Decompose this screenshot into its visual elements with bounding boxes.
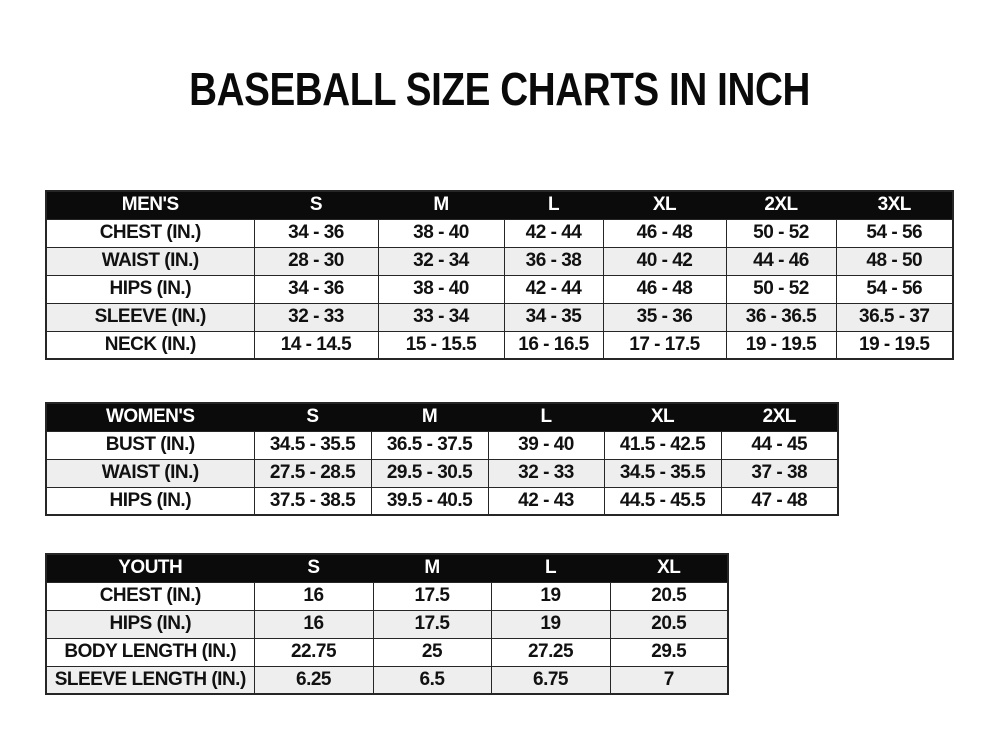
youth-size-header: M: [373, 554, 491, 582]
mens-size-header: 2XL: [726, 191, 836, 219]
mens-size-value: 48 - 50: [836, 247, 953, 275]
mens-size-value: 46 - 48: [603, 219, 726, 247]
womens-size-value: 34.5 - 35.5: [604, 459, 721, 487]
womens-size-header: 2XL: [721, 403, 838, 431]
youth-size-value: 6.25: [254, 666, 373, 694]
womens-row-label: HIPS (IN.): [46, 487, 254, 515]
youth-size-value: 20.5: [610, 610, 728, 638]
mens-size-header: M: [378, 191, 504, 219]
mens-table-row: [46, 219, 953, 247]
youth-table-row: [46, 666, 728, 694]
youth-table-row: [46, 610, 728, 638]
mens-size-header: XL: [603, 191, 726, 219]
mens-row-label: WAIST (IN.): [46, 247, 254, 275]
youth-row-label: BODY LENGTH (IN.): [46, 638, 254, 666]
womens-size-value: 32 - 33: [488, 459, 604, 487]
mens-size-value: 38 - 40: [378, 275, 504, 303]
youth-size-value: 7: [610, 666, 728, 694]
mens-size-value: 40 - 42: [603, 247, 726, 275]
womens-size-value: 34.5 - 35.5: [254, 431, 371, 459]
womens-size-value: 47 - 48: [721, 487, 838, 515]
youth-size-value: 29.5: [610, 638, 728, 666]
mens-size-value: 15 - 15.5: [378, 331, 504, 359]
mens-size-value: 42 - 44: [504, 219, 603, 247]
mens-size-header: S: [254, 191, 378, 219]
womens-size-header: S: [254, 403, 371, 431]
womens-size-header: M: [371, 403, 488, 431]
womens-size-value: 42 - 43: [488, 487, 604, 515]
youth-table-row: [46, 638, 728, 666]
mens-size-value: 44 - 46: [726, 247, 836, 275]
mens-size-value: 19 - 19.5: [836, 331, 953, 359]
mens-size-value: 32 - 33: [254, 303, 378, 331]
mens-size-value: 36.5 - 37: [836, 303, 953, 331]
mens-table-row: [46, 331, 953, 359]
mens-size-header: L: [504, 191, 603, 219]
mens-size-value: 34 - 35: [504, 303, 603, 331]
mens-size-header: 3XL: [836, 191, 953, 219]
womens-size-value: 29.5 - 30.5: [371, 459, 488, 487]
womens-size-value: 41.5 - 42.5: [604, 431, 721, 459]
youth-row-label: CHEST (IN.): [46, 582, 254, 610]
youth-size-value: 6.5: [373, 666, 491, 694]
mens-size-value: 46 - 48: [603, 275, 726, 303]
youth-size-header: S: [254, 554, 373, 582]
mens-size-value: 36 - 38: [504, 247, 603, 275]
youth-size-header: L: [491, 554, 610, 582]
mens-size-value: 19 - 19.5: [726, 331, 836, 359]
womens-size-value: 37 - 38: [721, 459, 838, 487]
womens-table-title: WOMEN'S: [46, 403, 254, 431]
youth-table-title: YOUTH: [46, 554, 254, 582]
youth-size-value: 17.5: [373, 582, 491, 610]
youth-size-value: 20.5: [610, 582, 728, 610]
womens-size-value: 44 - 45: [721, 431, 838, 459]
womens-size-value: 44.5 - 45.5: [604, 487, 721, 515]
youth-row-label: HIPS (IN.): [46, 610, 254, 638]
mens-size-table: [45, 190, 954, 360]
mens-row-label: HIPS (IN.): [46, 275, 254, 303]
mens-size-value: 32 - 34: [378, 247, 504, 275]
youth-header-row: [46, 554, 728, 582]
mens-table-row: [46, 275, 953, 303]
womens-row-label: BUST (IN.): [46, 431, 254, 459]
youth-table-row: [46, 582, 728, 610]
youth-size-value: 17.5: [373, 610, 491, 638]
youth-size-header: XL: [610, 554, 728, 582]
womens-header-row: [46, 403, 838, 431]
youth-size-value: 19: [491, 610, 610, 638]
youth-size-table: [45, 553, 729, 695]
mens-size-value: 14 - 14.5: [254, 331, 378, 359]
womens-size-value: 39.5 - 40.5: [371, 487, 488, 515]
youth-size-value: 27.25: [491, 638, 610, 666]
womens-size-header: L: [488, 403, 604, 431]
youth-size-value: 6.75: [491, 666, 610, 694]
mens-size-value: 54 - 56: [836, 275, 953, 303]
mens-size-value: 35 - 36: [603, 303, 726, 331]
mens-row-label: CHEST (IN.): [46, 219, 254, 247]
mens-size-value: 50 - 52: [726, 275, 836, 303]
womens-size-value: 37.5 - 38.5: [254, 487, 371, 515]
mens-table-title: MEN'S: [46, 191, 254, 219]
mens-size-value: 36 - 36.5: [726, 303, 836, 331]
mens-size-value: 38 - 40: [378, 219, 504, 247]
womens-row-label: WAIST (IN.): [46, 459, 254, 487]
page-title: [0, 62, 1000, 116]
mens-size-value: 17 - 17.5: [603, 331, 726, 359]
youth-size-value: 16: [254, 582, 373, 610]
mens-size-value: 50 - 52: [726, 219, 836, 247]
mens-size-value: 54 - 56: [836, 219, 953, 247]
youth-size-value: 16: [254, 610, 373, 638]
womens-table-row: [46, 431, 838, 459]
mens-size-value: 28 - 30: [254, 247, 378, 275]
youth-size-value: 22.75: [254, 638, 373, 666]
youth-row-label: SLEEVE LENGTH (IN.): [46, 666, 254, 694]
mens-size-value: 42 - 44: [504, 275, 603, 303]
mens-row-label: NECK (IN.): [46, 331, 254, 359]
mens-row-label: SLEEVE (IN.): [46, 303, 254, 331]
mens-size-value: 34 - 36: [254, 275, 378, 303]
womens-size-value: 39 - 40: [488, 431, 604, 459]
page-title-text: BASEBALL SIZE CHARTS IN INCH: [189, 63, 811, 115]
mens-header-row: [46, 191, 953, 219]
womens-size-value: 27.5 - 28.5: [254, 459, 371, 487]
womens-size-value: 36.5 - 37.5: [371, 431, 488, 459]
mens-table-row: [46, 247, 953, 275]
mens-table-row: [46, 303, 953, 331]
youth-size-value: 25: [373, 638, 491, 666]
mens-size-value: 33 - 34: [378, 303, 504, 331]
womens-table-row: [46, 459, 838, 487]
womens-table-row: [46, 487, 838, 515]
womens-size-table: [45, 402, 839, 516]
womens-size-header: XL: [604, 403, 721, 431]
mens-size-value: 34 - 36: [254, 219, 378, 247]
mens-size-value: 16 - 16.5: [504, 331, 603, 359]
youth-size-value: 19: [491, 582, 610, 610]
